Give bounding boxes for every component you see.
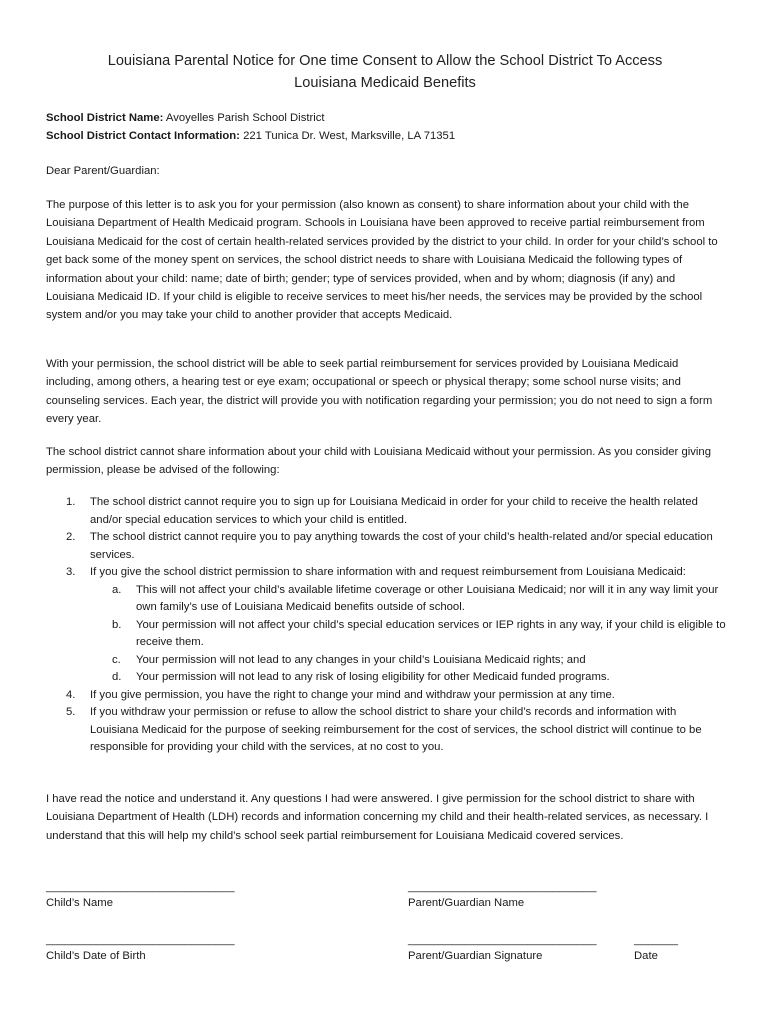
list-item [46, 687, 726, 705]
list-number: 4. [66, 688, 76, 701]
parent-name-label: Parent/Guardian Name [408, 897, 525, 909]
parent-name-line[interactable]: ______________________________ [408, 881, 597, 893]
sub-list-item-text: Your permission will not lead to any risk of losing eligibility for other Medicaid funded programs. [136, 671, 610, 683]
parent-signature-line[interactable]: ______________________________ [408, 934, 597, 946]
sub-list-letter: d. [112, 671, 122, 683]
date-label: Date [634, 950, 658, 962]
paragraph-advisory: The school district cannot share information about your child with Louisiana Medicaid without your permission. As you consider giving permission, please be advised of the following: [46, 446, 711, 477]
list-item-text: The school district cannot require you to sign up for Louisiana Medicaid in order for your child to receive the health related and/or special education services to which your child is entitled. [90, 496, 698, 526]
district-name-value: Avoyelles Parish School District [163, 112, 325, 124]
date-line[interactable]: _______ [634, 934, 678, 946]
sub-list [90, 582, 726, 687]
district-contact-value: 221 Tunica Dr. West, Marksville, LA 71351 [239, 130, 456, 142]
sub-list-item [90, 617, 726, 652]
list-item-text: If you give the school district permission to share information with and request reimbursement from Louisiana Medicaid: [90, 566, 686, 578]
district-name-row [46, 109, 455, 127]
paragraph-permission: With your permission, the school district will be able to seek partial reimbursement for services provided by Louisiana Medicaid including, among others, a hearing test or eye exam; occupational or speech or physical therapy; some school nurse visits; and counseling services. Each year, the district will provide you with notification regarding your permission; you do not need to sign a form every year. [46, 358, 713, 426]
list-item-text: The school district cannot require you to pay anything towards the cost of your child’s health-related and/or special education services. [90, 531, 713, 561]
list-item [46, 564, 726, 687]
childs-dob-line[interactable]: ______________________________ [46, 934, 235, 946]
list-number: 3. [66, 566, 76, 578]
childs-name-label: Child’s Name [46, 897, 113, 909]
sub-list-item [90, 652, 726, 670]
list-item-text: If you give permission, you have the right to change your mind and withdraw your permission at any time. [90, 688, 615, 701]
list-item-text: If you withdraw your permission or refuse to allow the school district to share your child’s records and information with Louisiana Medicaid for the purpose of seeking reimbursement for the cost of services, the school district will continue to be responsible for providing your child with the services, at no cost to you. [90, 706, 702, 753]
paragraph-purpose: The purpose of this letter is to ask you for your permission (also known as consent) to share information about your child with the Louisiana Department of Health Medicaid program. Schools in Louisiana have been approved to receive partial reimbursement from Louisiana Medicaid for the cost of certain health-related services provided by the district to your child. In order for your child’s school to get back some of the money spent on services, the school district needs to share with Louisiana Medicaid the following types of information about your child: name; date of birth; gender; type of services provided, when and by whom; diagnosis (if any) and Louisiana Medicaid ID. If your child is eligible to receive services to meet his/her needs, the services may be provided by the school system and/or you may take your child to another provider that accepts Medicaid. [46, 199, 718, 322]
district-contact-label: School District Contact Information: [46, 130, 240, 142]
parent-signature-label: Parent/Guardian Signature [408, 950, 543, 962]
list-item [46, 529, 726, 564]
paragraph-acknowledgement: I have read the notice and understand it. Any questions I had were answered. I give permission for the school district to share with Louisiana Department of Health (LDH) records and information concerning my child and their health-related services, as necessary. I understand that this will help my child’s school seek partial reimbursement for Louisiana Medicaid covered services. [46, 793, 709, 842]
childs-dob-label: Child’s Date of Birth [46, 950, 146, 962]
district-info [46, 109, 455, 145]
list-item [46, 704, 726, 757]
title-line-2: Louisiana Medicaid Benefits [294, 75, 476, 91]
childs-name-line[interactable]: ______________________________ [46, 881, 235, 893]
sub-list-item-text: Your permission will not affect your child’s special education services or IEP rights in any way, if your child is eligible to receive them. [136, 618, 726, 648]
list-number: 2. [66, 531, 76, 543]
sub-list-letter: c. [112, 653, 121, 666]
document-title [40, 50, 730, 94]
sub-list-item-text: This will not affect your child’s available lifetime coverage or other Louisiana Medicaid; nor will it in any way limit your own family’s use of Louisiana Medicaid benefits outside of school. [136, 583, 719, 613]
sub-list-item [90, 669, 726, 687]
sub-list-item [90, 582, 726, 617]
title-line-1: Louisiana Parental Notice for One time Consent to Allow the School District To Access [107, 53, 663, 69]
advisory-list [46, 494, 726, 757]
list-number: 5. [66, 706, 76, 718]
sub-list-letter: a. [112, 583, 122, 596]
sub-list-item-text: Your permission will not lead to any changes in your child’s Louisiana Medicaid rights; and [136, 653, 586, 666]
sub-list-letter: b. [112, 618, 122, 631]
salutation: Dear Parent/Guardian: [46, 165, 160, 177]
list-item [46, 494, 726, 529]
district-name-label: School District Name: [46, 112, 164, 124]
district-contact-row [46, 127, 455, 145]
list-number: 1. [66, 496, 76, 508]
